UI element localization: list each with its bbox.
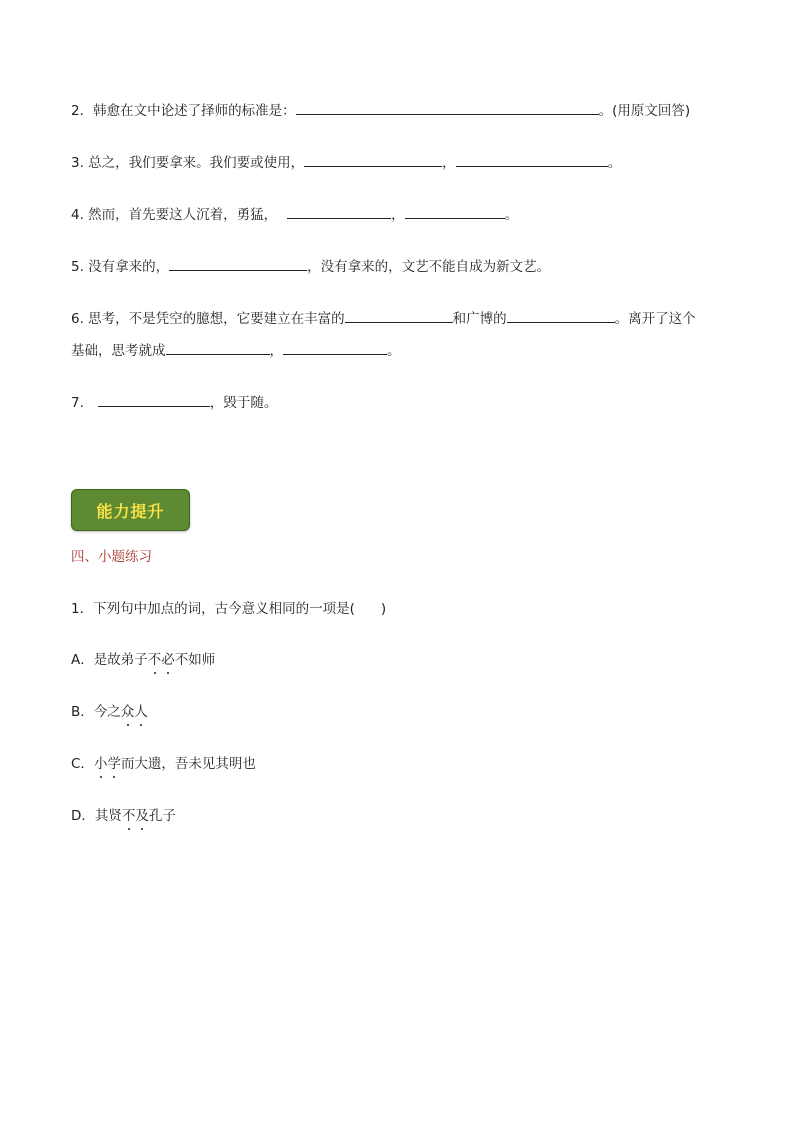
option-a-after: 不如师: [174, 652, 216, 668]
option-b[interactable]: [71, 702, 148, 722]
answer-blank[interactable]: [166, 340, 270, 355]
question-3-suffix: 。: [607, 155, 622, 171]
question-4-text: 4. 然而，首先要这人沉着，勇猛，: [71, 207, 278, 223]
question-5-suffix: ，没有拿来的，文艺不能自成为新文艺。: [307, 259, 551, 275]
answer-blank[interactable]: [304, 152, 442, 167]
option-d-before: D．其贤: [71, 808, 122, 824]
ability-improvement-badge: [71, 489, 190, 531]
answer-blank[interactable]: [456, 152, 608, 167]
question-2-suffix: 。(用原文回答): [598, 103, 691, 119]
question-4-separator: ，: [391, 207, 405, 223]
option-c-dotted: [94, 756, 121, 772]
question-6: [71, 308, 696, 329]
question-3-text: 3. 总之，我们要拿来。我们要或使用，: [71, 155, 305, 171]
question-6-line2-suffix: 。: [387, 343, 401, 359]
option-d[interactable]: [71, 806, 176, 826]
emphasis-char: 不: [121, 808, 136, 824]
answer-blank[interactable]: [507, 308, 615, 323]
question-4-suffix: 。: [504, 207, 519, 223]
option-a-before: A．是故弟子: [71, 652, 148, 668]
option-d-after: 孔子: [148, 808, 176, 824]
option-d-dotted: [122, 808, 149, 824]
answer-blank[interactable]: [169, 256, 307, 271]
question-3-separator: ，: [442, 155, 456, 171]
question-7-number: 7.: [71, 395, 84, 411]
answer-blank[interactable]: [296, 100, 599, 115]
option-b-dotted: [121, 704, 148, 720]
question-6-text: 6. 思考，不是凭空的臆想，它要建立在丰富的: [71, 311, 345, 327]
question-2-text: 2．韩愈在文中论述了择师的标准是：: [71, 103, 296, 119]
option-b-before: B．今之: [71, 704, 121, 720]
emphasis-char: 不: [147, 652, 162, 668]
emphasis-char: 小: [93, 756, 108, 772]
question-7-suffix: ，毁于随。: [209, 395, 278, 411]
option-a-dotted: [148, 652, 175, 668]
question-6-line2-separator: ，: [269, 343, 283, 359]
emphasis-char: 学: [107, 756, 121, 772]
answer-blank[interactable]: [98, 392, 210, 407]
answer-blank[interactable]: [287, 204, 391, 219]
option-c[interactable]: [71, 754, 256, 774]
question-2: [71, 100, 690, 121]
question-4: [71, 204, 518, 225]
emphasis-char: 及: [135, 808, 149, 824]
emphasis-char: 人: [134, 704, 148, 720]
emphasis-char: 众: [120, 704, 135, 720]
option-c-after: 而大遗，吾未见其明也: [120, 756, 256, 772]
option-a[interactable]: [71, 650, 215, 670]
question-6-suffix: 。离开了这个: [614, 311, 696, 327]
question-6-line2-text: 基础，思考就成: [71, 343, 166, 359]
question-1-text: 1．下列句中加点的词，古今意义相同的一项是(: [71, 601, 355, 617]
answer-blank[interactable]: [345, 308, 453, 323]
badge-label: 能力提升: [96, 501, 165, 521]
question-6-continued: [71, 340, 401, 361]
question-1-stem: [71, 599, 386, 619]
question-6-middle: 和广博的: [452, 311, 507, 327]
question-7: [71, 392, 277, 413]
answer-blank[interactable]: [283, 340, 387, 355]
answer-blank[interactable]: [405, 204, 505, 219]
question-5: [71, 256, 550, 277]
option-c-before: C．: [71, 756, 94, 772]
emphasis-char: 必: [161, 652, 175, 668]
question-1-close-paren: ): [380, 601, 387, 617]
section-heading: 四、小题练习: [71, 549, 152, 565]
question-5-text: 5. 没有拿来的，: [71, 259, 170, 275]
question-3: [71, 152, 621, 173]
